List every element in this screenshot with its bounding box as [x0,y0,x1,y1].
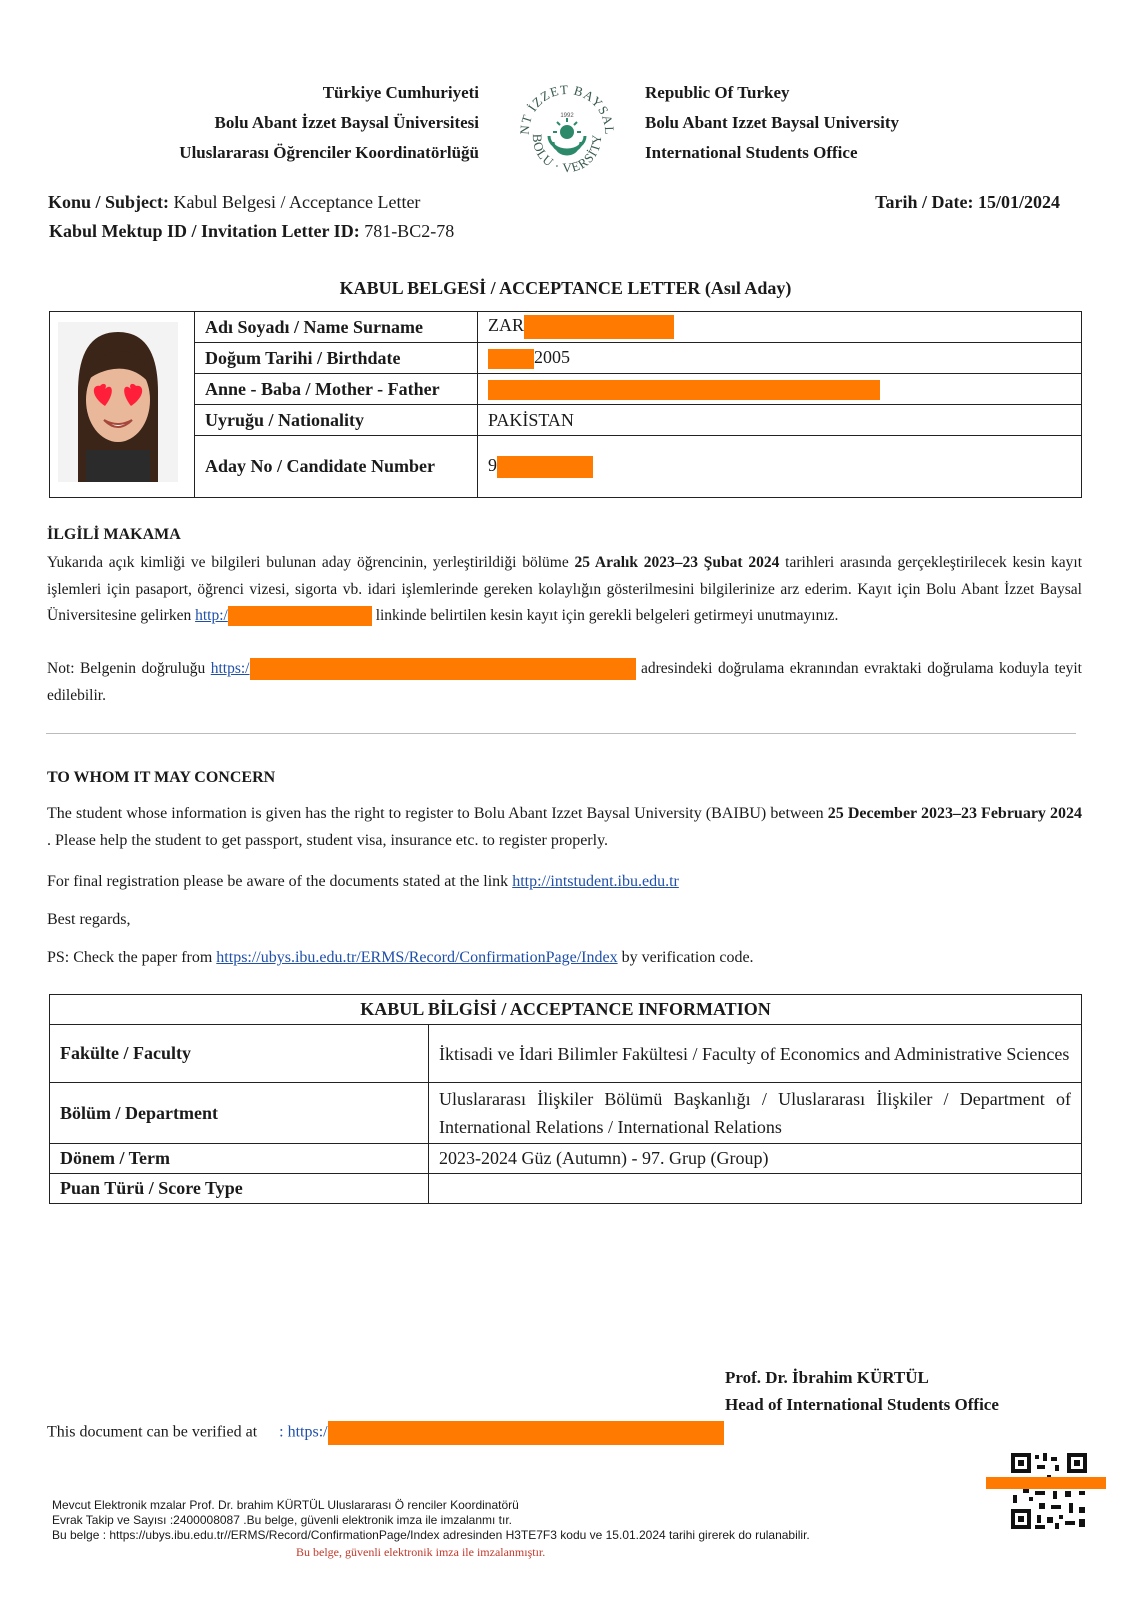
english-dates: 25 December 2023–23 February 2024 [827,805,1083,822]
header-left-line-1: Türkiye Cumhuriyeti [322,83,479,102]
signature-name: Prof. Dr. İbrahim KÜRTÜL [725,1368,929,1387]
department-label: Bölüm / Department [50,1083,429,1144]
section-divider [46,733,1076,734]
candidate-number-value: 9 [478,436,1082,498]
term-label: Dönem / Term [50,1144,429,1174]
svg-text:1992: 1992 [560,113,574,119]
verify-label: This document can be verified at [47,1423,258,1441]
verify-line [47,1421,724,1445]
svg-text:BOLU · VERSİTY: BOLU · VERSİTY [529,133,605,176]
header-right [645,78,899,168]
footer-line-2: Evrak Takip ve Sayısı :2400008087 .Bu belge, güvenli elektronik imza ile imzalanmı tır. [52,1513,513,1527]
turkish-dates: 25 Aralık 2023–23 Şubat 2024 [574,554,780,571]
faculty-label: Fakülte / Faculty [50,1025,429,1083]
header-right-line-3: International Students Office [645,143,858,162]
name-value: ZAR [478,312,1082,343]
turkish-heading: İLGİLİ MAKAMA [47,526,181,543]
confirmation-page-link[interactable]: https://ubys.ibu.edu.tr/ERMS/Record/ConfirmationPage/Index [216,949,618,966]
turkish-registration-link[interactable]: http:/ [195,607,228,624]
score-type-value [429,1174,1082,1204]
subject-value: Kabul Belgesi / Acceptance Letter [173,192,421,212]
parents-value [478,374,1082,405]
student-photo [50,312,195,498]
header-right-line-1: Republic Of Turkey [645,83,790,102]
date-label: Tarih / Date: [875,192,974,212]
nationality-label: Uyruğu / Nationality [195,405,478,436]
acceptance-title: KABUL BİLGİSİ / ACCEPTANCE INFORMATION [50,995,1082,1025]
electronic-signature-footer [52,1498,810,1543]
nationality-value: PAKİSTAN [478,405,1082,436]
birthdate-value: 2005 [478,343,1082,374]
english-paragraph: The student whose information is given has the right to register to Bolu Abant Izzet Baysal University (BAIBU) between 25 December 2023–23 February 2024 . Please help the student to get passport, student visa, insurance etc. to register properly. [47,805,1083,849]
footer-line-3: Bu belge : https://ubys.ibu.edu.tr//ERMS/Record/ConfirmationPage/Index adresinden H3TE7F3 kodu ve 15.01.2024 tarihi girerek do rulanabilir. [52,1528,810,1542]
turkish-note: Not: Belgenin doğruluğu https:/ adresindeki doğrulama ekranından evraktaki doğrulama koduyla teyit edilebilir. [47,660,1082,704]
letter-title: KABUL BELGESİ / ACCEPTANCE LETTER (Asıl Aday) [339,278,792,298]
footer-signed-note: Bu belge, güvenli elektronik imza ile imzalanmıştır. [296,1545,546,1559]
header-left-line-3: Uluslararası Öğrenciler Koordinatörlüğü [179,143,479,162]
signature-title: Head of International Students Office [725,1395,999,1414]
verify-link[interactable]: : https:/ [279,1423,328,1441]
english-registration-line: For final registration please be aware of the documents stated at the link http://intstudent.ibu.edu.tr [47,873,679,890]
university-seal-icon [513,78,621,186]
student-info-table [49,311,1082,498]
qr-code-icon [1009,1451,1089,1531]
date-line [875,192,1060,213]
best-regards: Best regards, [47,911,131,928]
score-type-label: Puan Türü / Score Type [50,1174,429,1204]
turkish-verify-link[interactable]: https:/ [210,660,250,677]
intstudent-link[interactable]: http://intstudent.ibu.edu.tr [512,873,679,890]
svg-text:ABANT İZZET BAYSAL ÜNİ: NT İZZET BAYSAL [516,81,618,136]
header-left [179,78,479,168]
avatar-icon [58,322,178,482]
faculty-value: İktisadi ve İdari Bilimler Fakültesi / Faculty of Economics and Administrative Sciences [429,1025,1082,1083]
department-value: Uluslararası İlişkiler Bölümü Başkanlığı / Uluslararası İlişkiler / Department of International Relations / International Relations [429,1083,1082,1144]
invitation-id-label: Kabul Mektup ID / Invitation Letter ID: [49,221,360,241]
header-right-line-2: Bolu Abant Izzet Baysal University [645,113,900,132]
signature-block [725,1364,999,1418]
acceptance-info-table [49,994,1082,1204]
invitation-id-value: 781-BC2-78 [364,221,455,241]
header-left-line-2: Bolu Abant İzzet Baysal Üniversitesi [214,113,479,132]
term-value: 2023-2024 Güz (Autumn) - 97. Grup (Group) [429,1144,1082,1174]
subject-line [48,192,420,213]
footer-line-1: Mevcut Elektronik mzalar Prof. Dr. brahim KÜRTÜL Uluslararası Ö renciler Koordinatörü [52,1498,519,1512]
english-heading: TO WHOM IT MAY CONCERN [47,769,276,786]
invitation-id-line [49,221,454,242]
parents-label: Anne - Baba / Mother - Father [195,374,478,405]
subject-label: Konu / Subject: [48,192,170,212]
english-ps-line: PS: Check the paper from https://ubys.ibu.edu.tr/ERMS/Record/ConfirmationPage/Index by verification code. [47,949,754,966]
name-label: Adı Soyadı / Name Surname [195,312,478,343]
turkish-paragraph: Yukarıda açık kimliği ve bilgileri bulunan aday öğrencinin, yerleştirildiği bölüme 25 Aralık 2023–23 Şubat 2024 tarihleri arasında gerçekleştirilecek kesin kayıt işlemleri için pasaport, öğrenci vizesi, sigorta vb. idari işlemlerinde gereken kolaylığın gösterilmesini bilgilerinize arz ederim. Kayıt için Bolu Abant İzzet Baysal Üniversitesine gelirken http:/ linkinde belirtilen kesin kayıt için gerekli belgeleri getirmeyi unutmayınız. [47,550,1082,630]
birthdate-label: Doğum Tarihi / Birthdate [195,343,478,374]
date-value: 15/01/2024 [977,192,1060,212]
qr-redaction [986,1477,1106,1489]
candidate-number-label: Aday No / Candidate Number [195,436,478,498]
